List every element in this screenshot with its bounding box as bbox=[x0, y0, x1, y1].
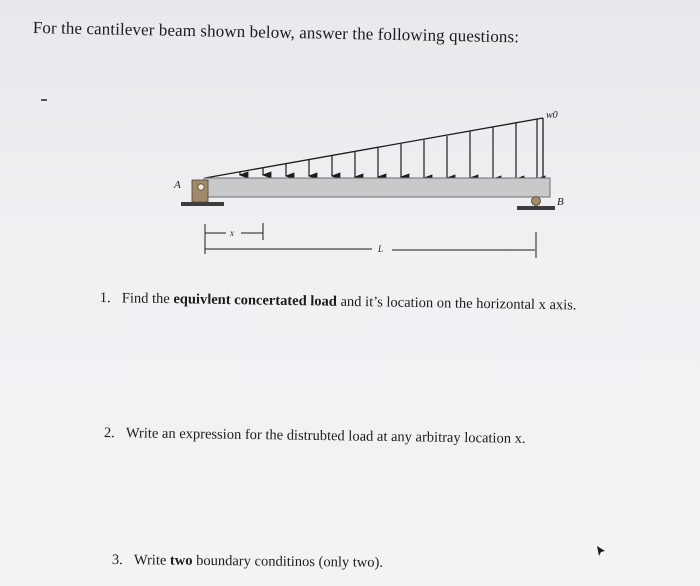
beam bbox=[204, 178, 550, 197]
support-b bbox=[517, 197, 555, 211]
question-2-text: Write an expression for the distrubted load at any arbitray location x. bbox=[125, 425, 526, 447]
question-3-text-b: boundary conditinos (only two). bbox=[192, 552, 384, 571]
question-1-number: 1. bbox=[99, 290, 111, 307]
question-3-number: 3. bbox=[111, 552, 123, 569]
length-label: L bbox=[378, 244, 384, 254]
support-b-label: B bbox=[557, 196, 564, 208]
question-1-bold: equivlent concertated load bbox=[173, 291, 338, 310]
load-label: w0 bbox=[546, 110, 558, 121]
question-3 bbox=[112, 552, 383, 572]
question-3-bold: two bbox=[169, 552, 193, 569]
x-label: x bbox=[230, 228, 234, 238]
cursor-arrow-icon bbox=[596, 545, 606, 557]
load-envelope-line bbox=[205, 118, 543, 178]
load-arrows bbox=[240, 119, 537, 179]
support-a-label: A bbox=[174, 179, 181, 191]
question-1-text-a: Find the bbox=[121, 290, 174, 308]
question-3-text-a: Write bbox=[133, 552, 171, 569]
question-2 bbox=[104, 425, 526, 448]
question-1-text-b: and it’s location on the horizontal x axis. bbox=[336, 293, 577, 314]
intro-text: For the cantilever beam shown below, answer the following questions: bbox=[32, 18, 520, 47]
question-2-number: 2. bbox=[103, 425, 115, 442]
l-dimension bbox=[205, 232, 536, 258]
